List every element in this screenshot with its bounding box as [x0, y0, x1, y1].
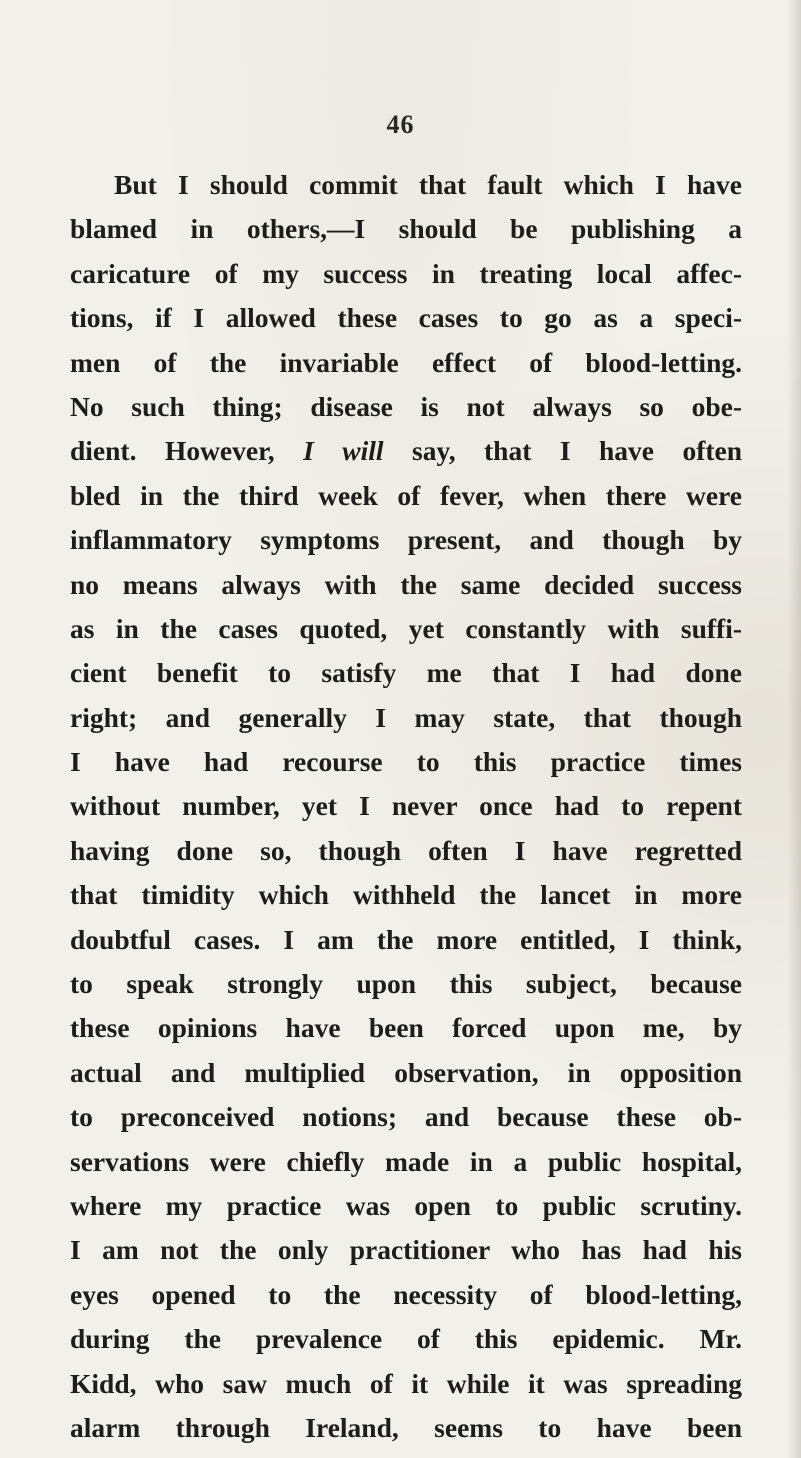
text-line: to preconceived notions; and because these ob-: [70, 1101, 742, 1133]
text-line: caricature of my success in treating local affec-: [70, 257, 742, 289]
text-line: bled in the third week of fever, when there were: [70, 479, 742, 511]
text-line: eyes opened to the necessity of blood-letting,: [70, 1278, 742, 1310]
text-line: doubtful cases. I am the more entitled, I think,: [70, 923, 742, 955]
text-line: Kidd, who saw much of it while it was spreading: [70, 1367, 742, 1399]
text-line: without number, yet I never once had to repent: [70, 790, 742, 822]
text-line: as in the cases quoted, yet constantly with suffi-: [70, 612, 742, 644]
text-line: no means always with the same decided success: [70, 568, 742, 600]
text-line: having done so, though often I have regretted: [70, 834, 742, 866]
text-line-with-emphasis: [70, 429, 742, 473]
emphasis-text: I will: [303, 435, 384, 467]
text-line: I have had recourse to this practice times: [70, 746, 742, 778]
page-edge-shadow: [787, 0, 801, 1458]
text-line: inflammatory symptoms present, and though by: [70, 524, 742, 556]
page-number: 46: [386, 110, 415, 139]
text-line: cient benefit to satisfy me that I had done: [70, 657, 742, 689]
text-line: to speak strongly upon this subject, because: [70, 968, 742, 1000]
text-line: No such thing; disease is not always so obe-: [70, 390, 742, 422]
text-line: blamed in others,—I should be publishing a: [70, 213, 742, 245]
text-line: actual and multiplied observation, in opposition: [70, 1056, 742, 1088]
text-fragment: dient. However,: [70, 435, 304, 467]
text-line: I am not the only practitioner who has had his: [70, 1234, 742, 1266]
text-line: where my practice was open to public scrutiny.: [70, 1189, 742, 1221]
text-fragment: say, that I have often: [383, 435, 743, 467]
text-line: during the prevalence of this epidemic. Mr.: [70, 1323, 742, 1355]
text-line: that timidity which withheld the lancet in more: [70, 879, 742, 911]
text-line: these opinions have been forced upon me, by: [70, 1012, 742, 1044]
text-line: alarm through Ireland, seems to have been: [70, 1411, 742, 1443]
text-line: servations were chiefly made in a public hospital,: [70, 1145, 742, 1177]
text-line: tions, if I allowed these cases to go as a speci-: [70, 302, 742, 334]
body-text: [70, 163, 742, 1450]
text-line: But I should commit that fault which I have: [114, 169, 742, 200]
text-line: right; and generally I may state, that though: [70, 701, 742, 733]
text-line: men of the invariable effect of blood-letting.: [70, 346, 742, 378]
